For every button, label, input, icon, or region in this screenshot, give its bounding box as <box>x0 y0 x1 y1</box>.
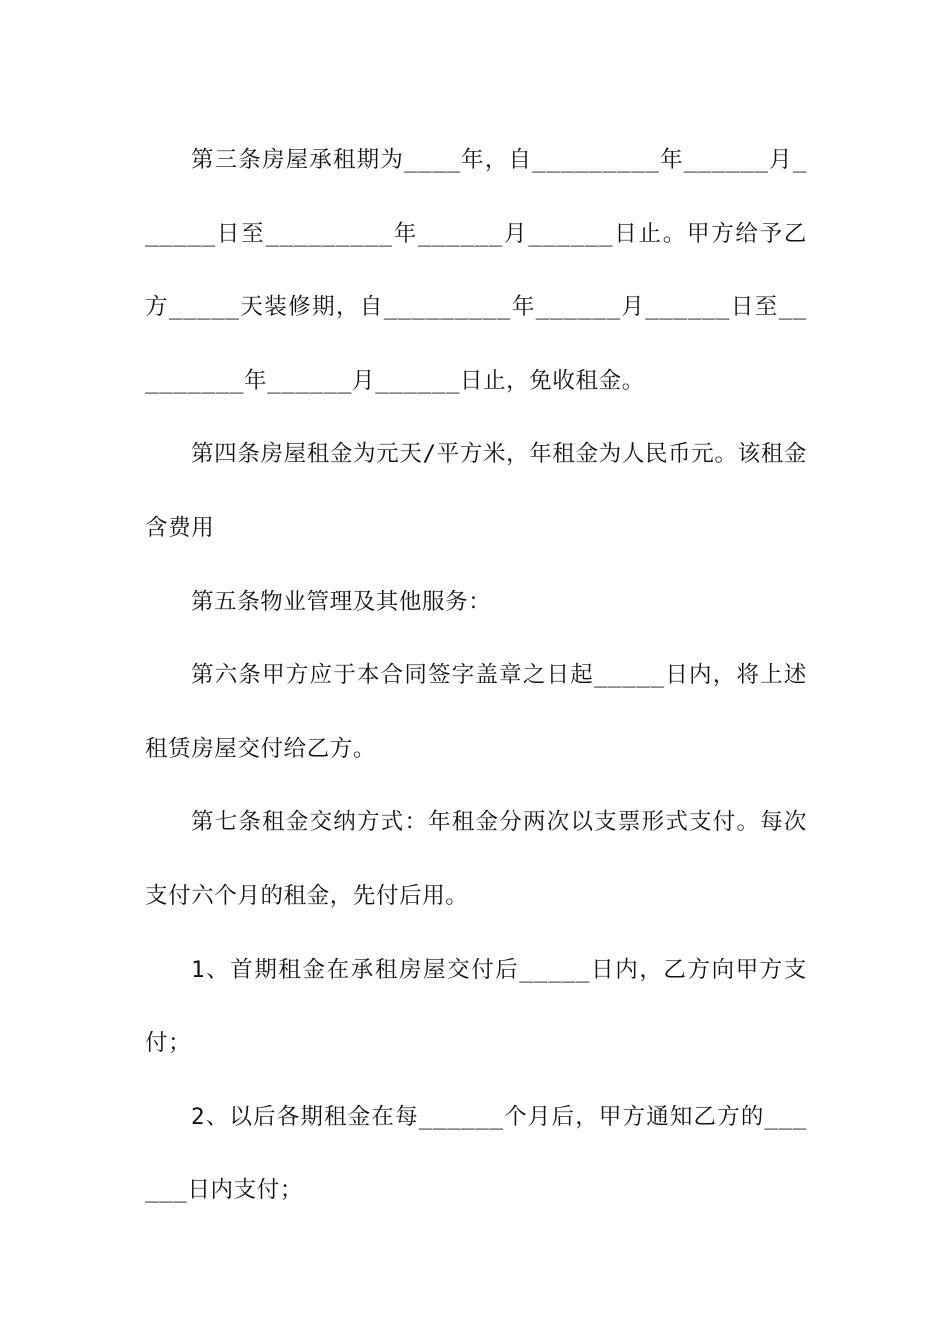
clause-6-handover: 第六条甲方应于本合同签字盖章之日起_____日内，将上述租赁房屋交付给乙方。 <box>145 662 807 762</box>
payment-item-1: 1、首期租金在承租房屋交付后_____日内，乙方向甲方支付； <box>145 956 807 1057</box>
document-body <box>145 124 807 1228</box>
clause-5-property-management: 第五条物业管理及其他服务： <box>191 588 492 615</box>
payment-item-2: 2、以后各期租金在每______个月后，甲方通知乙方的______日内支付； <box>145 1103 807 1204</box>
clause-3-lease-term: 第三条房屋承租期为____年，自_________年______月______日至_________年______月______日止。甲方给予乙方_____天装修期，自_________年______月______日至_________年______月______日止，免收租金。 <box>145 147 807 394</box>
clause-4-rent: 第四条房屋租金为元天/平方米，年租金为人民币元。该租金含费用 <box>145 441 807 541</box>
clause-7-payment-method: 第七条租金交纳方式：年租金分两次以支票形式支付。每次支付六个月的租金，先付后用。 <box>145 809 807 909</box>
